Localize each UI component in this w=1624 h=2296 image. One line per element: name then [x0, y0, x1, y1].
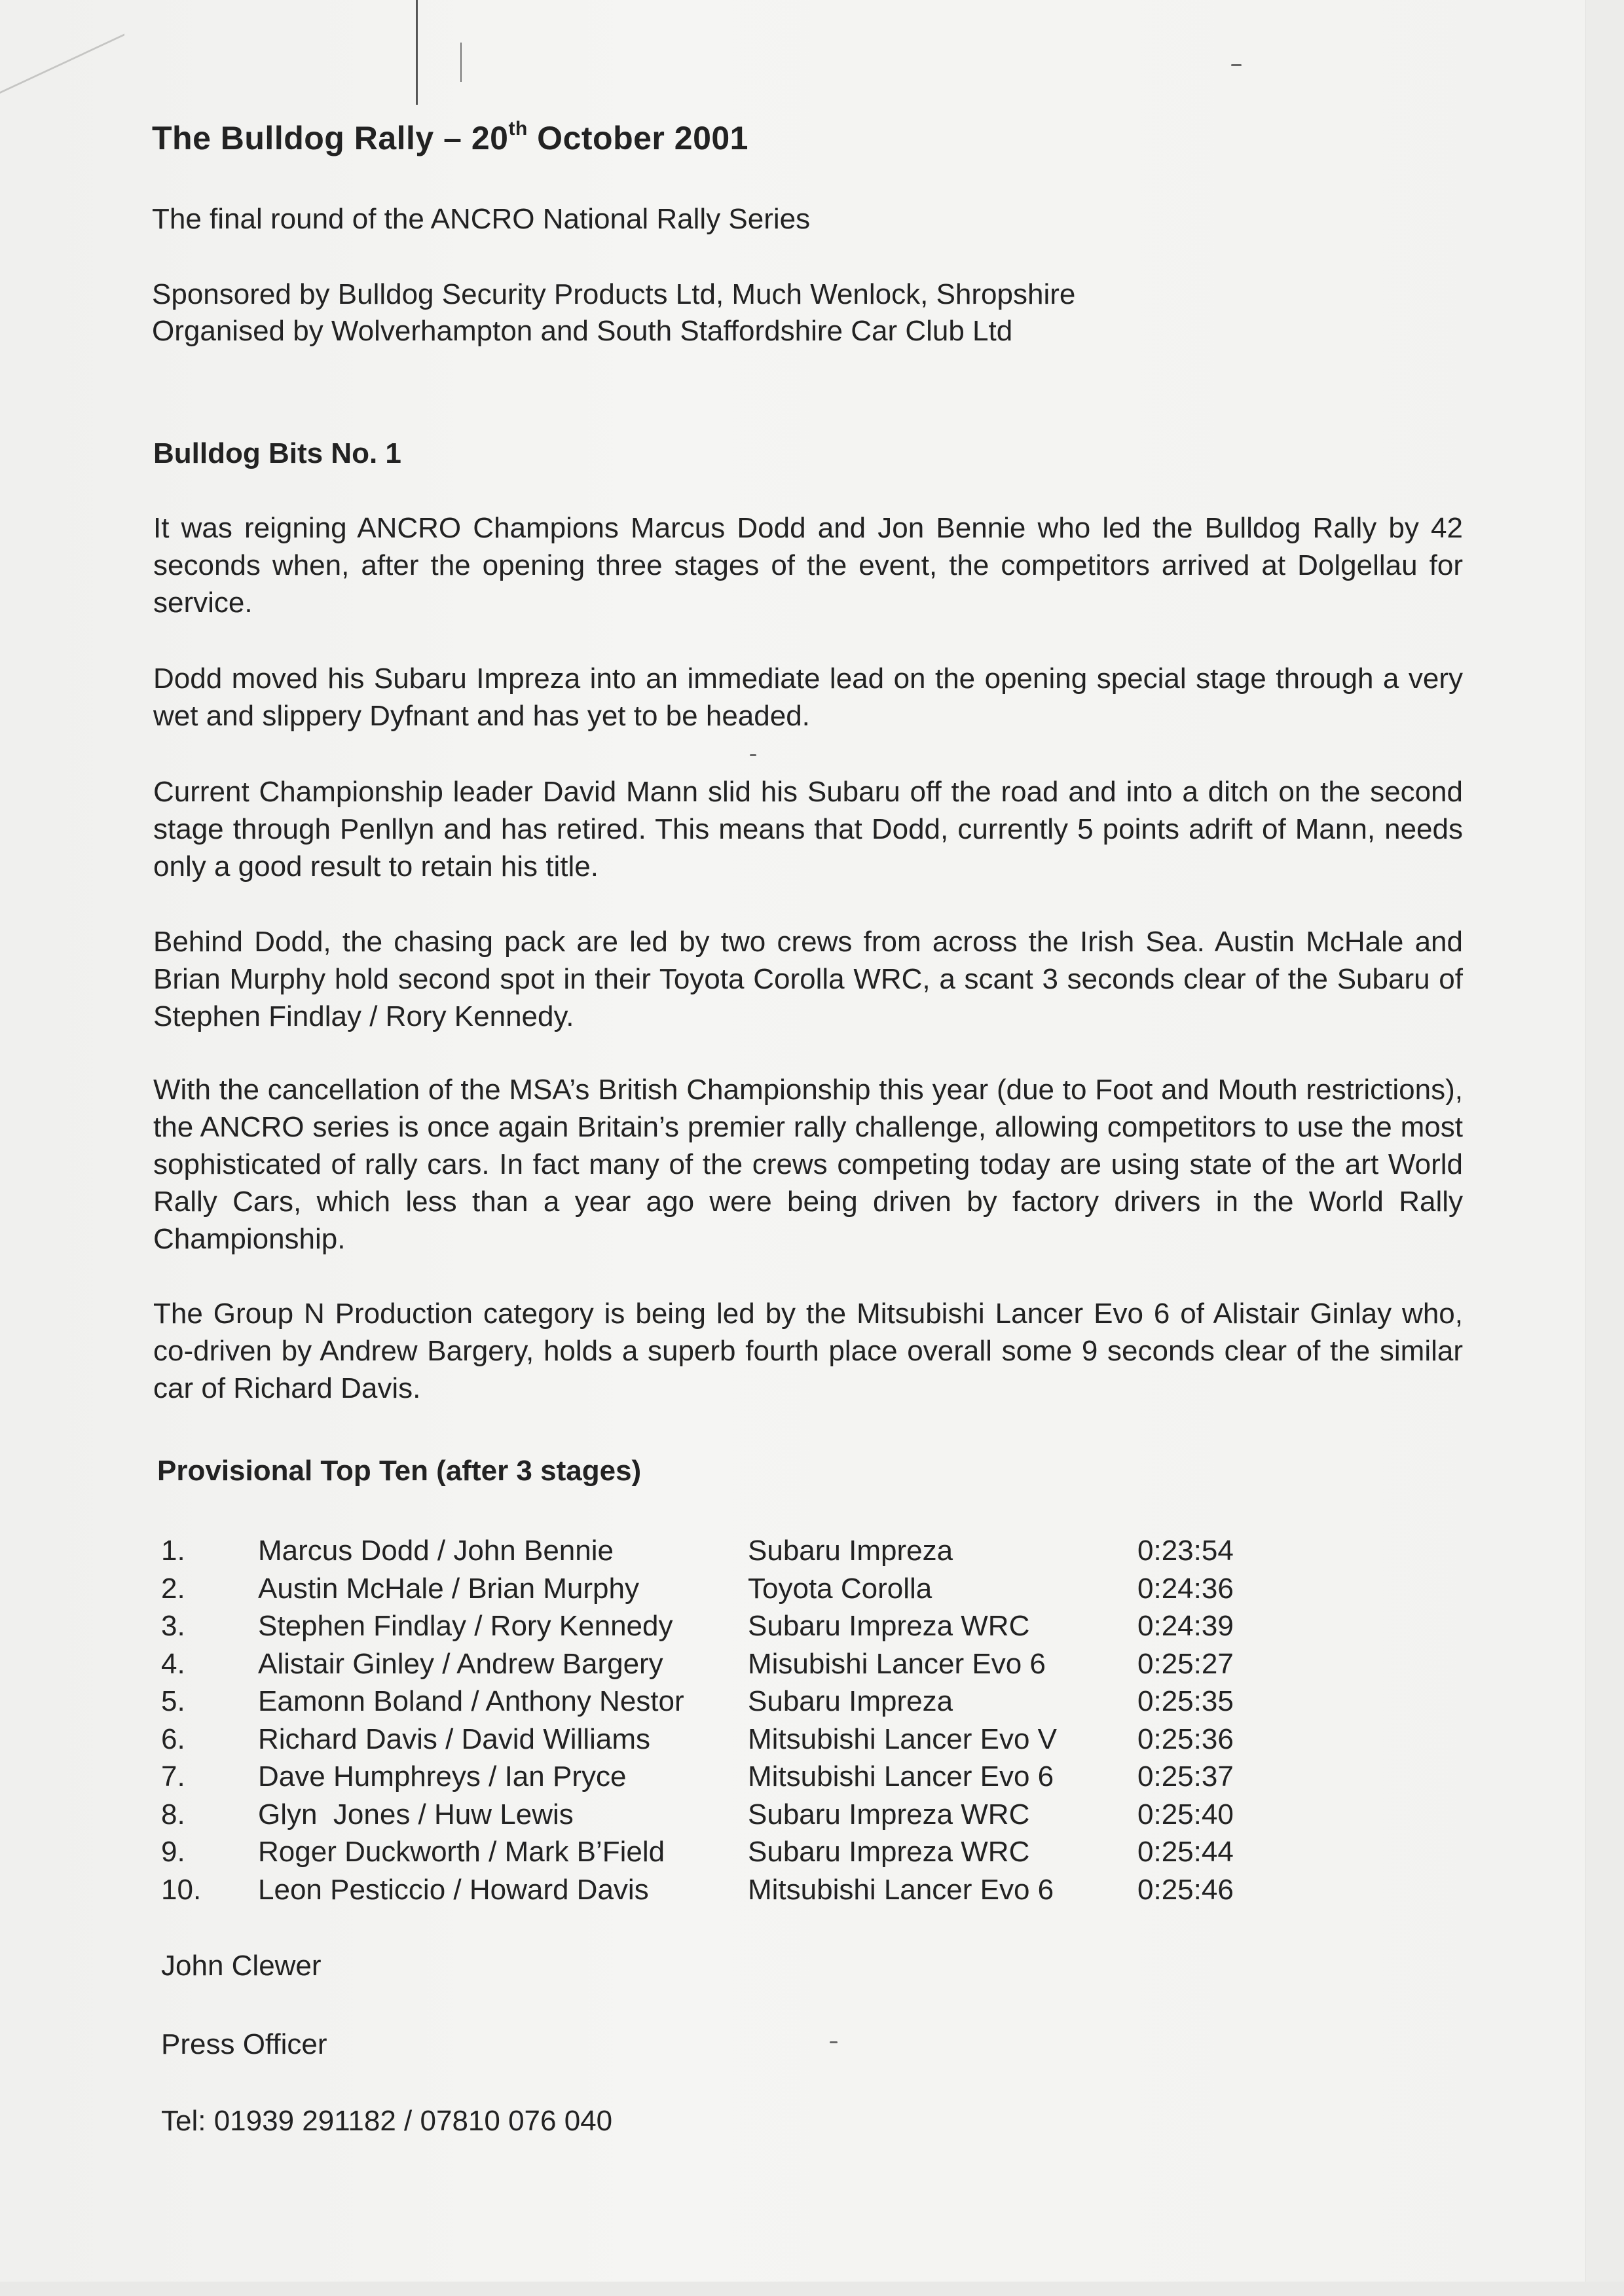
result-car: Mitsubishi Lancer Evo V — [748, 1722, 1057, 1755]
result-time: 0:24:36 — [1137, 1572, 1234, 1605]
result-position: 9. — [161, 1836, 185, 1868]
result-car: Subaru Impreza WRC — [748, 1836, 1030, 1868]
organiser-line: Organised by Wolverhampton and South Staffordshire Car Club Ltd — [152, 315, 1013, 347]
bulletin-paragraph: It was reigning ANCRO Champions Marcus Dodd and Jon Bennie who led the Bulldog Rally by 42 seconds when, after the opening three stages of the event, the competitors arrived at Dolgellau for service. — [153, 512, 1463, 619]
page-edge — [1585, 0, 1624, 2296]
scan-mark — [416, 0, 418, 105]
results-row — [157, 1758, 1297, 1796]
page-edge — [0, 2282, 1624, 2296]
result-crew: Eamonn Boland / Anthony Nestor — [258, 1685, 684, 1717]
result-crew: Marcus Dodd / John Bennie — [258, 1535, 614, 1567]
scan-mark — [460, 43, 462, 82]
bulletin-heading: Bulldog Bits No. 1 — [153, 437, 401, 469]
results-row — [157, 1871, 1297, 1909]
bulletin-paragraph: Dodd moved his Subaru Impreza into an immediate lead on the opening special stage through a very wet and slippery Dyfnant and has yet to be headed. — [153, 663, 1463, 732]
result-time: 0:25:44 — [1137, 1836, 1234, 1868]
result-position: 10. — [161, 1873, 202, 1906]
result-car: Subaru Impreza — [748, 1685, 953, 1717]
results-row — [157, 1570, 1297, 1608]
results-row — [157, 1796, 1297, 1834]
series-subtitle: The final round of the ANCRO National Rally Series — [152, 203, 811, 235]
result-position: 2. — [161, 1572, 185, 1605]
result-car: Subaru Impreza WRC — [748, 1798, 1030, 1831]
result-crew: Dave Humphreys / Ian Pryce — [258, 1760, 627, 1793]
bulletin-paragraph: Behind Dodd, the chasing pack are led by two crews from across the Irish Sea. Austin McHale and Brian Murphy hold second spot in their Toyota Corolla WRC, a scant 3 seconds clear of the Subaru of Stephen Findlay / Rory Kennedy. — [153, 926, 1463, 1032]
result-crew: Leon Pesticcio / Howard Davis — [258, 1873, 649, 1906]
result-car: Subaru Impreza WRC — [748, 1610, 1030, 1642]
results-row — [157, 1532, 1297, 1570]
result-car: Toyota Corolla — [748, 1572, 932, 1605]
results-row — [157, 1607, 1297, 1645]
result-crew: Roger Duckworth / Mark B’Field — [258, 1836, 665, 1868]
sponsor-block — [152, 276, 1075, 350]
results-heading: Provisional Top Ten (after 3 stages) — [157, 1455, 642, 1487]
bulletin-paragraph: Current Championship leader David Mann slid his Subaru off the road and into a ditch on the second stage through Penllyn and has retired. This means that Dodd, currently 5 points adrift of Mann, needs only a good result to retain his title. — [153, 776, 1463, 883]
result-crew: Richard Davis / David Williams — [258, 1722, 651, 1755]
results-row — [157, 1721, 1297, 1758]
results-row — [157, 1645, 1297, 1683]
bulletin-paragraph: With the cancellation of the MSA’s British Championship this year (due to Foot and Mouth restrictions), the ANCRO series is once again Britain’s premier rally challenge, allowing competitors to use the most sophisticated of rally cars. In fact many of the crews competing today are using state of the art World Rally Cars, which less than a year ago were being driven by factory drivers in the World Rally Championship. — [153, 1074, 1463, 1255]
result-position: 5. — [161, 1685, 185, 1717]
result-position: 7. — [161, 1760, 185, 1793]
scan-speck — [750, 754, 756, 756]
title-main: The Bulldog Rally – 20 — [152, 120, 509, 156]
result-time: 0:25:46 — [1137, 1873, 1234, 1906]
sponsor-line: Sponsored by Bulldog Security Products Ltd, Much Wenlock, Shropshire — [152, 278, 1076, 310]
title-end: October 2001 — [527, 120, 748, 156]
title-superscript: th — [508, 118, 528, 139]
result-time: 0:23:54 — [1137, 1535, 1234, 1567]
page-title — [152, 118, 748, 157]
signature-role: Press Officer — [161, 2028, 327, 2060]
result-position: 3. — [161, 1610, 185, 1642]
result-time: 0:24:39 — [1137, 1610, 1234, 1642]
result-crew: Austin McHale / Brian Murphy — [258, 1572, 639, 1605]
result-position: 1. — [161, 1535, 185, 1567]
result-car: Subaru Impreza — [748, 1535, 953, 1567]
result-time: 0:25:27 — [1137, 1647, 1234, 1680]
result-time: 0:25:35 — [1137, 1685, 1234, 1717]
result-car: Misubishi Lancer Evo 6 — [748, 1647, 1046, 1680]
results-table — [157, 1532, 1297, 1908]
result-time: 0:25:40 — [1137, 1798, 1234, 1831]
signature-telephone: Tel: 01939 291182 / 07810 076 040 — [161, 2105, 613, 2137]
result-position: 8. — [161, 1798, 185, 1831]
result-car: Mitsubishi Lancer Evo 6 — [748, 1873, 1054, 1906]
folded-corner — [0, 0, 124, 94]
result-position: 6. — [161, 1722, 185, 1755]
results-row — [157, 1683, 1297, 1721]
scan-speck — [1231, 64, 1242, 66]
result-time: 0:25:37 — [1137, 1760, 1234, 1793]
result-crew: Stephen Findlay / Rory Kennedy — [258, 1610, 673, 1642]
scan-speck — [830, 2041, 838, 2043]
result-car: Mitsubishi Lancer Evo 6 — [748, 1760, 1054, 1793]
bulletin-paragraph: The Group N Production category is being led by the Mitsubishi Lancer Evo 6 of Alistair Ginlay who, co-driven by Andrew Bargery, holds a superb fourth place overall some 9 seconds clear of the similar car of Richard Davis. — [153, 1298, 1463, 1404]
result-crew: Glyn Jones / Huw Lewis — [258, 1798, 574, 1831]
signature-name: John Clewer — [161, 1950, 322, 1982]
result-position: 4. — [161, 1647, 185, 1680]
result-crew: Alistair Ginley / Andrew Bargery — [258, 1647, 663, 1680]
results-row — [157, 1833, 1297, 1871]
result-time: 0:25:36 — [1137, 1722, 1234, 1755]
